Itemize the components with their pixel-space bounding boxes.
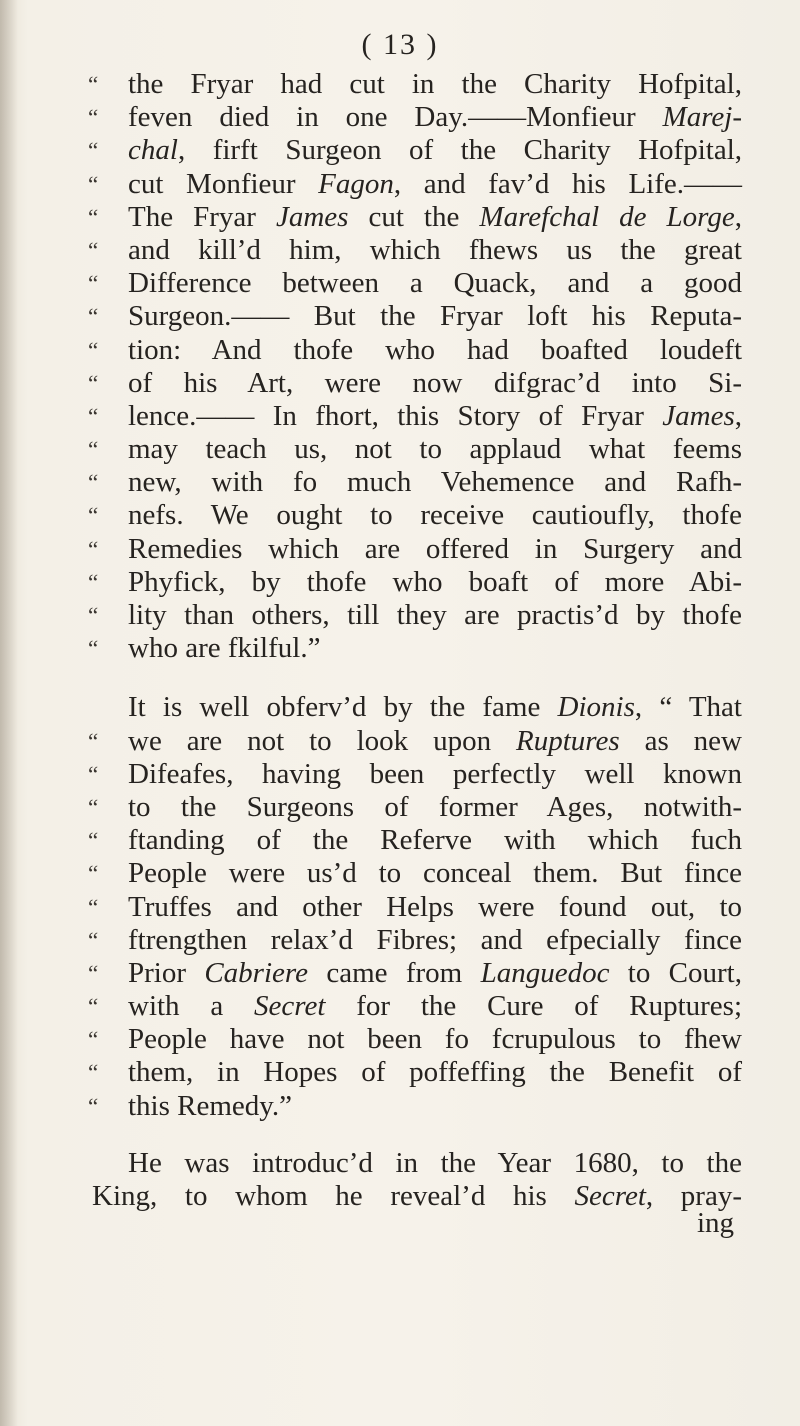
italic-text: James — [275, 200, 349, 233]
text-run: who are fkilful.” — [128, 632, 321, 665]
text-line — [92, 599, 742, 632]
text-line — [92, 533, 742, 566]
italic-text: Marej- — [662, 101, 742, 134]
text-run: feven died in one Day.——Monfieur — [128, 101, 663, 134]
italic-text: Secret — [574, 1180, 646, 1212]
text-line — [92, 134, 742, 167]
text-line — [92, 367, 742, 400]
italic-text: Languedoc — [480, 956, 610, 989]
italic-text: chal — [128, 134, 178, 167]
text-run: we are not to look upon — [128, 724, 516, 757]
text-line — [92, 691, 742, 724]
gutter-shadow — [0, 0, 18, 1426]
italic-text: Cabriere — [204, 956, 308, 989]
text-run: the Fryar had cut in the Charity Hofpital, — [128, 68, 742, 100]
text-run: cut the — [348, 200, 480, 233]
text-run: ftanding of the Referve with which fuch — [128, 824, 742, 857]
catchword: ing — [696, 1207, 734, 1240]
italic-text: Marefchal de Lorge — [479, 200, 735, 233]
text-run: , “ That — [634, 691, 742, 724]
italic-text: Ruptures — [516, 724, 620, 757]
page-number: ( 13 ) — [361, 28, 439, 61]
text-line — [92, 433, 742, 466]
text-run: , and fav’d his Life.—— — [393, 167, 742, 200]
text-run: nefs. We ought to receive cautioufly, thofe — [128, 499, 742, 532]
text-line — [92, 725, 742, 758]
italic-text: Fagon — [318, 167, 394, 200]
text-line — [92, 334, 742, 367]
text-line — [92, 924, 742, 957]
text-run: , pray- — [645, 1180, 742, 1212]
text-line — [92, 566, 742, 599]
text-run: Surgeon.—— But the Fryar loft his Reputa- — [128, 300, 742, 333]
text-run: ftrengthen relax’d Fibres; and efpecially fince — [128, 923, 742, 956]
text-line — [92, 758, 742, 791]
text-line — [92, 101, 742, 134]
text-line — [92, 267, 742, 300]
text-run: cut Monfieur — [128, 167, 319, 200]
text-line — [92, 1023, 742, 1056]
text-run: tion: And thofe who had boafted loudeft — [128, 333, 742, 366]
text-run: with a — [128, 990, 255, 1023]
text-line — [92, 1090, 742, 1123]
text-run: Phyfick, by thofe who boaft of more Abi- — [128, 565, 742, 598]
text-run: lity than others, till they are practis’d by thofe — [128, 599, 742, 631]
text-line — [92, 632, 742, 665]
text-line — [92, 499, 742, 532]
text-run: Remedies which are offered in Surgery and — [128, 532, 742, 565]
text-run: Difference between a Quack, and a good — [128, 267, 742, 300]
text-run: and kill’d him, which fhews us the great — [128, 233, 742, 266]
text-run: Difeafes, having been perfectly well known — [128, 757, 742, 790]
text-run: as new — [619, 724, 742, 757]
text-line — [92, 957, 742, 990]
text-run: It is well obferv’d by the fame — [128, 691, 558, 724]
text-run: them, in Hopes of poffeffing the Benefit of — [128, 1056, 742, 1089]
paragraph-p2 — [92, 691, 742, 1122]
italic-text: Dionis — [557, 691, 635, 724]
text-line — [92, 1147, 742, 1180]
paragraph-gap — [92, 665, 742, 691]
text-run: may teach us, not to applaud what feems — [128, 433, 742, 466]
text-run: People have not been fo fcrupulous to fhew — [128, 1023, 742, 1056]
text-run: King, to whom he reveal’d his — [92, 1180, 575, 1212]
text-run: People were us’d to conceal them. But fince — [128, 857, 742, 890]
text-line — [92, 400, 742, 433]
text-run: The Fryar — [128, 200, 276, 233]
text-run: to the Surgeons of former Ages, notwith- — [128, 790, 742, 823]
paragraph-gap — [92, 1123, 742, 1147]
text-run: new, with fo much Vehemence and Rafh- — [128, 466, 742, 499]
italic-text: James — [662, 399, 735, 432]
italic-text: Secret — [254, 990, 326, 1023]
text-line — [92, 201, 742, 234]
body-text — [92, 68, 742, 1240]
text-run: , — [734, 200, 743, 233]
text-run: Truffes and other Helps were found out, to — [128, 890, 742, 923]
text-run: Prior — [128, 956, 205, 989]
text-line — [92, 1056, 742, 1089]
paragraph-p1 — [92, 68, 742, 665]
text-run: to Court, — [609, 956, 742, 989]
text-line — [92, 824, 742, 857]
text-line — [92, 990, 742, 1023]
text-run: came from — [307, 956, 481, 989]
text-run: , — [734, 399, 742, 432]
text-run: He was introduc’d in the Year 1680, to the — [128, 1146, 742, 1179]
text-line — [92, 791, 742, 824]
text-line — [92, 68, 742, 101]
text-run: of his Art, were now difgrac’d into Si- — [128, 366, 742, 399]
text-run: for the Cure of Ruptures; — [325, 990, 742, 1023]
text-line — [92, 168, 742, 201]
text-run: lence.—— In fhort, this Story of Fryar — [128, 399, 663, 432]
text-line — [92, 891, 742, 924]
text-run: this Remedy.” — [128, 1089, 293, 1122]
text-line — [92, 466, 742, 499]
text-line — [92, 300, 742, 333]
paragraph-p3 — [92, 1147, 742, 1213]
text-run: , firft Surgeon of the Charity Hofpital, — [177, 134, 742, 167]
text-line — [92, 857, 742, 890]
text-line — [92, 234, 742, 267]
